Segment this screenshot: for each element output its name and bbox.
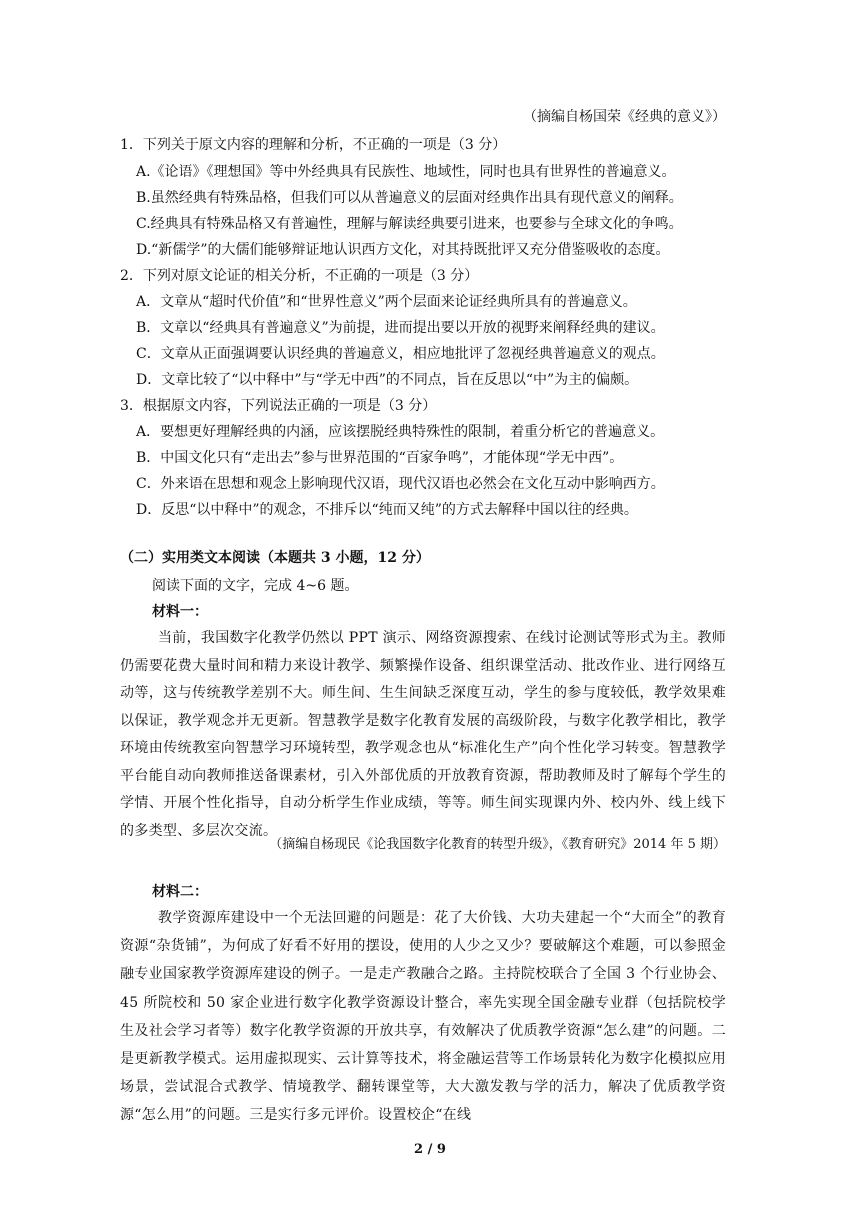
q3-option-b: B．中国文化只有“走出去”参与世界范围的“百家争鸣”，才能体现“学无中西”。 <box>136 450 624 466</box>
section-2-intro: 阅读下面的文字，完成 4~6 题。 <box>152 578 359 594</box>
question-3-stem: 3．根据原文内容，下列说法正确的一项是（3 分） <box>120 398 437 414</box>
section-2-title: （二）实用类文本阅读（本题共 3 小题，12 分） <box>120 550 430 566</box>
material-2-label: 材料二： <box>152 884 208 900</box>
page-number: 2 / 9 <box>414 1142 446 1157</box>
q1-option-a: A.《论语》《理想国》等中外经典具有民族性、地域性，同时也具有世界性的普遍意义。 <box>136 164 676 180</box>
q2-option-a: A．文章从“超时代价值”和“世界性意义”两个层面来论证经典所具有的普遍意义。 <box>136 294 637 310</box>
q3-option-d: D．反思“以中释中”的观念，不排斥以“纯而又纯”的方式去解释中国以往的经典。 <box>136 502 638 518</box>
q3-option-a: A．要想更好理解经典的内涵，应该摆脱经典特殊性的限制，着重分析它的普遍意义。 <box>136 424 665 440</box>
material-2-text: 教学资源库建设中一个无法回避的问题是：花了大价钱、大功夫建起一个“大而全”的教育资源“杂货铺”，为何成了好看不好用的摆设，使用的人少之又少？要破解这个难题，可以参照金融专业国家教学资源库建设的例子。一是走产教融合之路。主持院校联合了全国 3 个行业协会、45 所院校和 50 家企业进行数字化教学资源设计整合，率先实现全国金融专业群（包括院校学生及社会学习者等）数字化教学资源的开放共享，有效解决了优质教学资源“怎么建”的问题。二是更新教学模式。运用虚拟现实、云计算等技术，将金融运营等工作场景转化为数字化模拟应用场景，尝试混合式教学、情境教学、翻转课堂等，大大激发教与学的活力，解决了优质教学资源“怎么用”的问题。三是实行多元评价。设置校企“在线 <box>120 910 726 1124</box>
q1-option-c: C.经典具有特殊品格又有普遍性，理解与解读经典要引进来，也要参与全球文化的争鸣。 <box>136 216 683 232</box>
q1-option-d: D.“新儒学”的大儒们能够辩证地认识西方文化，对其持既批评又充分借鉴吸收的态度。 <box>136 242 670 258</box>
question-2-stem: 2．下列对原文论证的相关分析，不正确的一项是（3 分） <box>120 268 479 284</box>
q2-option-c: C．文章从正面强调要认识经典的普遍意义，相应地批评了忽视经典普遍意义的观点。 <box>136 346 665 362</box>
question-1-stem: 1．下列关于原文内容的理解和分析，不正确的一项是（3 分） <box>120 137 507 153</box>
q1-option-b: B.虽然经典有特殊品格，但我们可以从普遍意义的层面对经典作出具有现代意义的阐释。 <box>136 190 683 206</box>
q2-option-d: D．文章比较了“以中释中”与“学无中西”的不同点，旨在反思以“中”为主的偏颇。 <box>136 372 639 388</box>
source-citation-top: （摘编自杨国荣《经典的意义》） <box>523 109 726 125</box>
q3-option-c: C．外来语在思想和观念上影响现代汉语，现代汉语也必然会在文化互动中影响西方。 <box>136 476 665 492</box>
material-1-source: （摘编自杨现民《论我国数字化教育的转型升级》，《教育研究》2014 年 5 期） <box>269 837 726 852</box>
material-1-label: 材料一： <box>152 604 208 620</box>
q2-option-b: B．文章以“经典具有普遍意义”为前提，进而提出要以开放的视野来阐释经典的建议。 <box>136 320 665 336</box>
material-1-text: 当前，我国数字化教学仍然以 PPT 演示、网络资源搜索、在线讨论测试等形式为主。教师仍需要花费大量时间和精力来设计教学、频繁操作设备、组织课堂活动、批改作业、进行网络互动等，这与传统教学差别不大。师生间、生生间缺乏深度互动，学生的参与度较低，教学效果难以保证，教学观念并无更新。智慧教学是数字化教育发展的高级阶段，与数字化教学相比，教学环境由传统教室向智慧学习环境转型，教学观念也从“标准化生产”向个性化学习转变。智慧教学平台能自动向教师推送备课素材，引入外部优质的开放教育资源，帮助教师及时了解每个学生的学情、开展个性化指导，自动分析学生作业成绩，等等。师生间实现课内外、校内外、线上线下的多类型、多层次交流。 <box>120 630 726 839</box>
